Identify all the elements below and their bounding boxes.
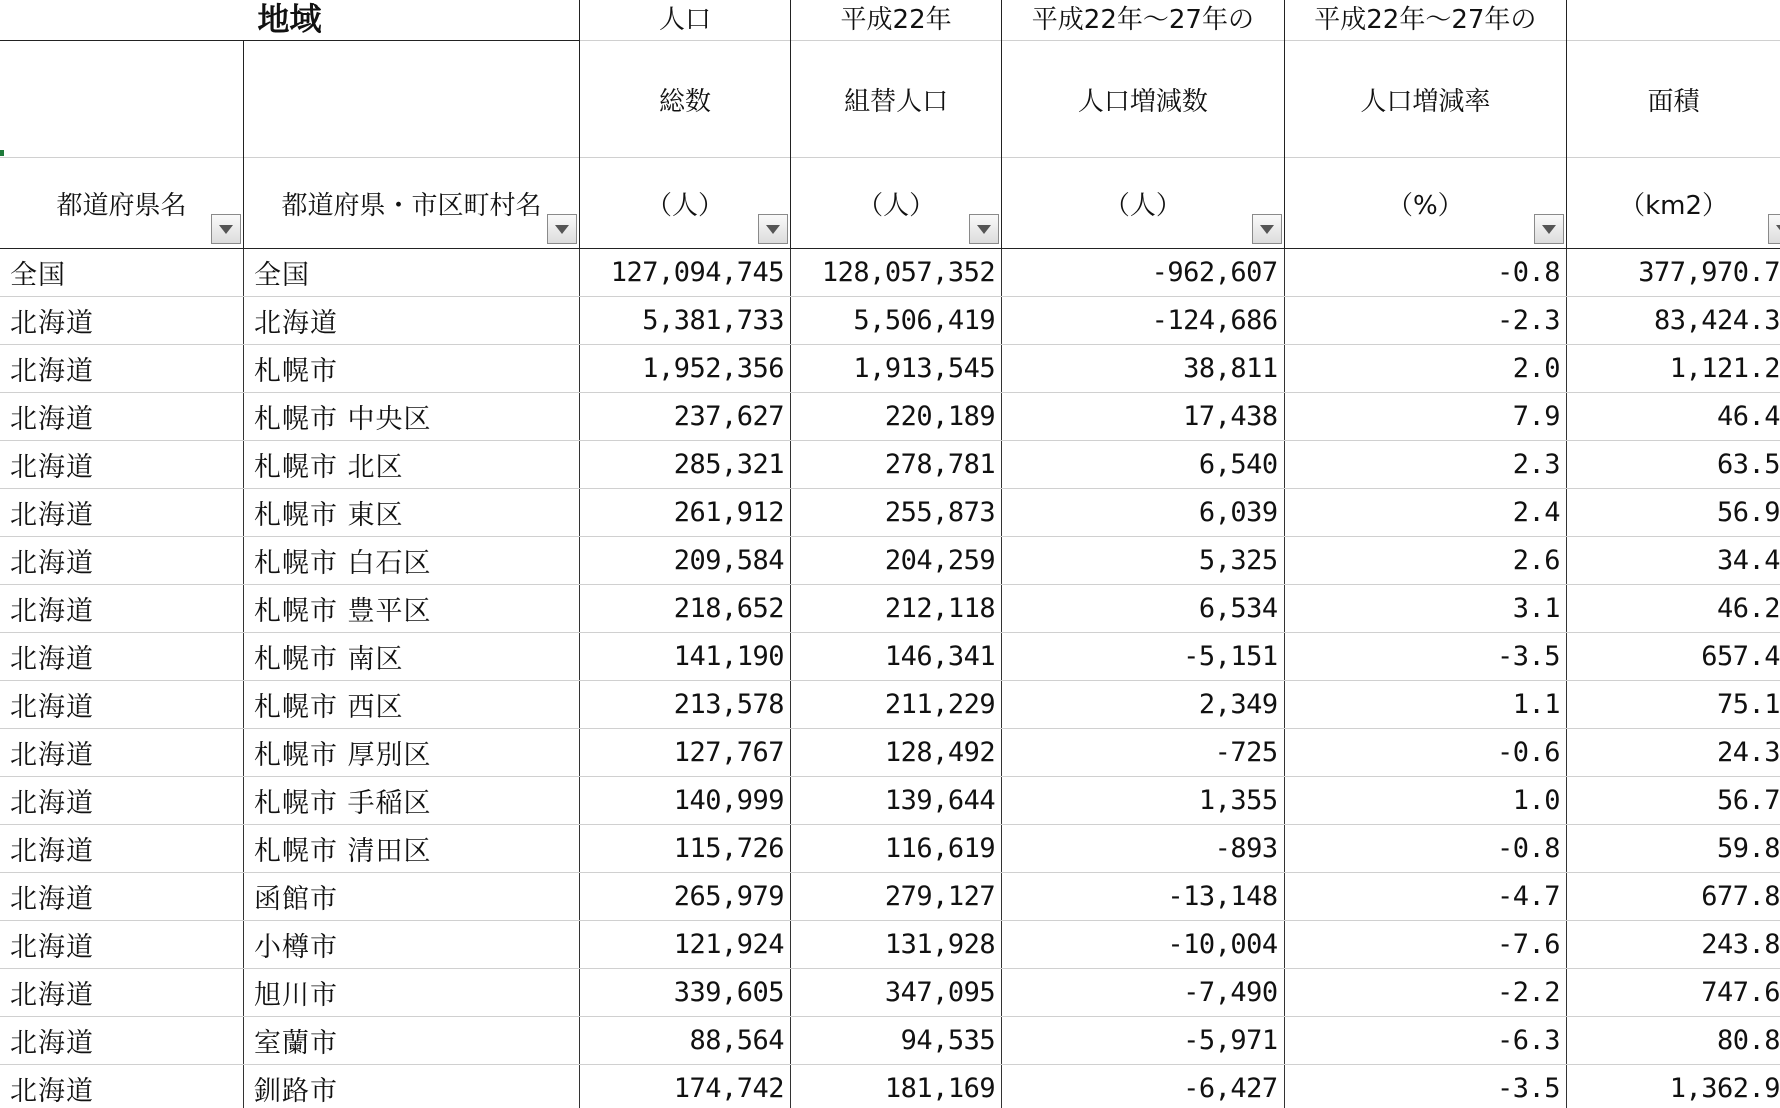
cell-pref[interactable]: 北海道 — [0, 1065, 243, 1108]
cell-h22-population[interactable]: 279,127 — [791, 873, 1002, 921]
header-area-line1 — [1567, 0, 1780, 41]
filter-dropdown-icon[interactable] — [1252, 214, 1282, 244]
cell-population[interactable]: 5,381,733 — [579, 297, 790, 345]
cell-change[interactable]: 6,540 — [1002, 441, 1284, 489]
cell-area[interactable]: 46.2 — [1567, 585, 1780, 633]
header-pref — [0, 158, 243, 249]
filter-dropdown-icon[interactable] — [758, 214, 788, 244]
cell-h22-population[interactable]: 128,492 — [791, 729, 1002, 777]
cell-area[interactable]: 34.4 — [1567, 537, 1780, 585]
cell-city[interactable]: 函館市 — [243, 873, 579, 921]
region-header: 地域 — [0, 0, 579, 41]
header-change-line2: 人口増減数 — [1002, 41, 1284, 158]
header-change-unit — [1002, 158, 1284, 249]
cell-pref[interactable]: 北海道 — [0, 681, 243, 729]
cell-change[interactable]: -10,004 — [1002, 921, 1284, 969]
cell-area[interactable]: 59.8 — [1567, 825, 1780, 873]
cell-rate[interactable]: -3.5 — [1284, 1065, 1566, 1108]
header-h22-unit — [791, 158, 1002, 249]
cell-population[interactable]: 127,094,745 — [579, 249, 790, 297]
cell-rate[interactable]: -2.2 — [1284, 969, 1566, 1017]
cell-area[interactable]: 677.8 — [1567, 873, 1780, 921]
cell-h22-population[interactable]: 278,781 — [791, 441, 1002, 489]
cell-city[interactable]: 札幌市 北区 — [243, 441, 579, 489]
cell-pref[interactable]: 北海道 — [0, 873, 243, 921]
filter-dropdown-icon[interactable] — [1534, 214, 1564, 244]
cell-pref[interactable]: 北海道 — [0, 585, 243, 633]
cell-change[interactable]: 17,438 — [1002, 393, 1284, 441]
cell-h22-population[interactable]: 128,057,352 — [791, 249, 1002, 297]
table-row[interactable] — [0, 537, 1780, 585]
cell-rate[interactable]: -0.6 — [1284, 729, 1566, 777]
cell-pref[interactable]: 北海道 — [0, 537, 243, 585]
table-row[interactable] — [0, 345, 1780, 393]
cell-city[interactable]: 札幌市 豊平区 — [243, 585, 579, 633]
cell-h22-population[interactable]: 116,619 — [791, 825, 1002, 873]
cell-rate[interactable]: 2.4 — [1284, 489, 1566, 537]
cell-h22-population[interactable]: 131,928 — [791, 921, 1002, 969]
header-area-line2: 面積 — [1567, 41, 1780, 158]
cell-h22-population[interactable]: 204,259 — [791, 537, 1002, 585]
cell-h22-population[interactable]: 181,169 — [791, 1065, 1002, 1108]
cell-pref[interactable]: 北海道 — [0, 393, 243, 441]
cell-population[interactable]: 174,742 — [579, 1065, 790, 1108]
table-row[interactable] — [0, 1017, 1780, 1065]
cell-change[interactable]: -13,148 — [1002, 873, 1284, 921]
cell-h22-population[interactable]: 212,118 — [791, 585, 1002, 633]
cell-pref[interactable]: 北海道 — [0, 777, 243, 825]
table-row[interactable] — [0, 633, 1780, 681]
cell-area[interactable]: 1,121.2 — [1567, 345, 1780, 393]
header-city — [243, 158, 579, 249]
cell-population[interactable]: 88,564 — [579, 1017, 790, 1065]
header-city-blank — [243, 41, 579, 158]
cell-area[interactable]: 24.3 — [1567, 729, 1780, 777]
cell-h22-population[interactable]: 5,506,419 — [791, 297, 1002, 345]
header-rate-unit — [1284, 158, 1566, 249]
table-row[interactable] — [0, 777, 1780, 825]
cell-change[interactable]: 6,534 — [1002, 585, 1284, 633]
header-h22-line2: 組替人口 — [791, 41, 1002, 158]
cell-area[interactable]: 657.4 — [1567, 633, 1780, 681]
cell-rate[interactable]: -0.8 — [1284, 249, 1566, 297]
cell-population[interactable]: 265,979 — [579, 873, 790, 921]
cell-change[interactable]: -7,490 — [1002, 969, 1284, 1017]
cell-pref[interactable]: 北海道 — [0, 489, 243, 537]
cell-area[interactable]: 377,970.7 — [1567, 249, 1780, 297]
cell-h22-population[interactable]: 146,341 — [791, 633, 1002, 681]
cell-area[interactable]: 243.8 — [1567, 921, 1780, 969]
cell-population[interactable]: 339,605 — [579, 969, 790, 1017]
filter-dropdown-icon[interactable] — [969, 214, 999, 244]
cell-population[interactable]: 237,627 — [579, 393, 790, 441]
cell-population[interactable]: 213,578 — [579, 681, 790, 729]
cell-rate[interactable]: -4.7 — [1284, 873, 1566, 921]
cell-pref[interactable]: 北海道 — [0, 825, 243, 873]
header-change-unit-label: （人） — [1103, 190, 1182, 221]
cell-city[interactable]: 札幌市 中央区 — [243, 393, 579, 441]
cell-city[interactable]: 札幌市 白石区 — [243, 537, 579, 585]
cell-city[interactable]: 全国 — [243, 249, 579, 297]
header-pref-label: 都道府県名 — [56, 190, 187, 221]
table-row[interactable] — [0, 921, 1780, 969]
cell-population[interactable]: 140,999 — [579, 777, 790, 825]
cell-area[interactable]: 46.4 — [1567, 393, 1780, 441]
cell-pref[interactable]: 北海道 — [0, 729, 243, 777]
cell-population[interactable]: 261,912 — [579, 489, 790, 537]
cell-change[interactable]: -6,427 — [1002, 1065, 1284, 1108]
cell-h22-population[interactable]: 211,229 — [791, 681, 1002, 729]
cell-rate[interactable]: -7.6 — [1284, 921, 1566, 969]
cell-rate[interactable]: 1.1 — [1284, 681, 1566, 729]
cell-h22-population[interactable]: 1,913,545 — [791, 345, 1002, 393]
cell-population[interactable]: 141,190 — [579, 633, 790, 681]
filter-dropdown-icon[interactable] — [547, 214, 577, 244]
table-header — [0, 0, 1780, 249]
cell-population[interactable]: 218,652 — [579, 585, 790, 633]
cell-city[interactable]: 札幌市 西区 — [243, 681, 579, 729]
header-rate-line2: 人口増減率 — [1284, 41, 1566, 158]
header-h22-line1: 平成22年 — [791, 0, 1002, 41]
cell-change[interactable]: 2,349 — [1002, 681, 1284, 729]
header-area-unit-label: （km2） — [1619, 190, 1728, 221]
cell-pref[interactable]: 北海道 — [0, 1017, 243, 1065]
cell-h22-population[interactable]: 139,644 — [791, 777, 1002, 825]
cell-pref[interactable]: 北海道 — [0, 633, 243, 681]
cell-rate[interactable]: 3.1 — [1284, 585, 1566, 633]
cell-change[interactable]: -5,151 — [1002, 633, 1284, 681]
table-row[interactable] — [0, 729, 1780, 777]
header-rate-line1: 平成22年～27年の — [1284, 0, 1566, 41]
cell-pref[interactable]: 北海道 — [0, 297, 243, 345]
cell-area[interactable]: 83,424.3 — [1567, 297, 1780, 345]
cell-city[interactable]: 北海道 — [243, 297, 579, 345]
header-population-unit-label: （人） — [645, 190, 724, 221]
cell-rate[interactable]: -6.3 — [1284, 1017, 1566, 1065]
cell-rate[interactable]: 2.0 — [1284, 345, 1566, 393]
cell-population[interactable]: 1,952,356 — [579, 345, 790, 393]
header-population-line1: 人口 — [579, 0, 790, 41]
cell-h22-population[interactable]: 94,535 — [791, 1017, 1002, 1065]
cell-area[interactable]: 1,362.9 — [1567, 1065, 1780, 1108]
table-row[interactable] — [0, 681, 1780, 729]
cell-change[interactable]: 1,355 — [1002, 777, 1284, 825]
header-population-unit — [579, 158, 790, 249]
cell-area[interactable]: 747.6 — [1567, 969, 1780, 1017]
cell-population[interactable]: 209,584 — [579, 537, 790, 585]
cell-change[interactable]: -725 — [1002, 729, 1284, 777]
cell-change[interactable]: -5,971 — [1002, 1017, 1284, 1065]
cell-population[interactable]: 127,767 — [579, 729, 790, 777]
table-body — [0, 249, 1780, 1108]
table-row[interactable] — [0, 297, 1780, 345]
header-pref-blank — [0, 41, 243, 158]
cell-area[interactable]: 56.9 — [1567, 489, 1780, 537]
cell-area[interactable]: 56.7 — [1567, 777, 1780, 825]
cell-area[interactable]: 75.1 — [1567, 681, 1780, 729]
table-row[interactable] — [0, 969, 1780, 1017]
filter-dropdown-icon[interactable] — [1768, 214, 1780, 244]
header-change-line1: 平成22年～27年の — [1002, 0, 1284, 41]
cell-city[interactable]: 旭川市 — [243, 969, 579, 1017]
cell-city[interactable]: 札幌市 南区 — [243, 633, 579, 681]
cell-change[interactable]: 6,039 — [1002, 489, 1284, 537]
cell-rate[interactable]: 2.3 — [1284, 441, 1566, 489]
cell-rate[interactable]: -3.5 — [1284, 633, 1566, 681]
table-row[interactable] — [0, 441, 1780, 489]
header-city-label: 都道府県・市区町村名 — [281, 190, 542, 221]
cell-pref[interactable]: 北海道 — [0, 345, 243, 393]
cell-rate[interactable]: 2.6 — [1284, 537, 1566, 585]
cell-population[interactable]: 121,924 — [579, 921, 790, 969]
cell-city[interactable]: 釧路市 — [243, 1065, 579, 1108]
cell-change[interactable]: -962,607 — [1002, 249, 1284, 297]
cell-h22-population[interactable]: 220,189 — [791, 393, 1002, 441]
cell-rate[interactable]: -2.3 — [1284, 297, 1566, 345]
table-row[interactable] — [0, 1065, 1780, 1108]
cell-change[interactable]: -893 — [1002, 825, 1284, 873]
cell-rate[interactable]: 7.9 — [1284, 393, 1566, 441]
table-row[interactable] — [0, 489, 1780, 537]
cell-change[interactable]: -124,686 — [1002, 297, 1284, 345]
cell-change[interactable]: 5,325 — [1002, 537, 1284, 585]
cell-city[interactable]: 札幌市 手稲区 — [243, 777, 579, 825]
cell-population[interactable]: 285,321 — [579, 441, 790, 489]
cell-city[interactable]: 札幌市 清田区 — [243, 825, 579, 873]
cell-h22-population[interactable]: 255,873 — [791, 489, 1002, 537]
cell-city[interactable]: 札幌市 東区 — [243, 489, 579, 537]
cell-change[interactable]: 38,811 — [1002, 345, 1284, 393]
cell-pref[interactable]: 全国 — [0, 249, 243, 297]
cell-rate[interactable]: 1.0 — [1284, 777, 1566, 825]
cell-population[interactable]: 115,726 — [579, 825, 790, 873]
header-h22-unit-label: （人） — [857, 190, 936, 221]
cell-city[interactable]: 札幌市 厚別区 — [243, 729, 579, 777]
filter-dropdown-icon[interactable] — [211, 214, 241, 244]
cell-area[interactable]: 80.8 — [1567, 1017, 1780, 1065]
cell-pref[interactable]: 北海道 — [0, 441, 243, 489]
table-row[interactable] — [0, 873, 1780, 921]
cell-city[interactable]: 室蘭市 — [243, 1017, 579, 1065]
cell-rate[interactable]: -0.8 — [1284, 825, 1566, 873]
cell-pref[interactable]: 北海道 — [0, 969, 243, 1017]
header-population-line2: 総数 — [579, 41, 790, 158]
table-row[interactable] — [0, 585, 1780, 633]
cell-h22-population[interactable]: 347,095 — [791, 969, 1002, 1017]
header-area-unit — [1567, 158, 1780, 249]
header-rate-unit-label: （%） — [1386, 190, 1464, 221]
cell-city[interactable]: 札幌市 — [243, 345, 579, 393]
cell-pref[interactable]: 北海道 — [0, 921, 243, 969]
cell-city[interactable]: 小樽市 — [243, 921, 579, 969]
table-row[interactable] — [0, 249, 1780, 297]
cell-area[interactable]: 63.5 — [1567, 441, 1780, 489]
table-row[interactable] — [0, 393, 1780, 441]
table-row[interactable] — [0, 825, 1780, 873]
